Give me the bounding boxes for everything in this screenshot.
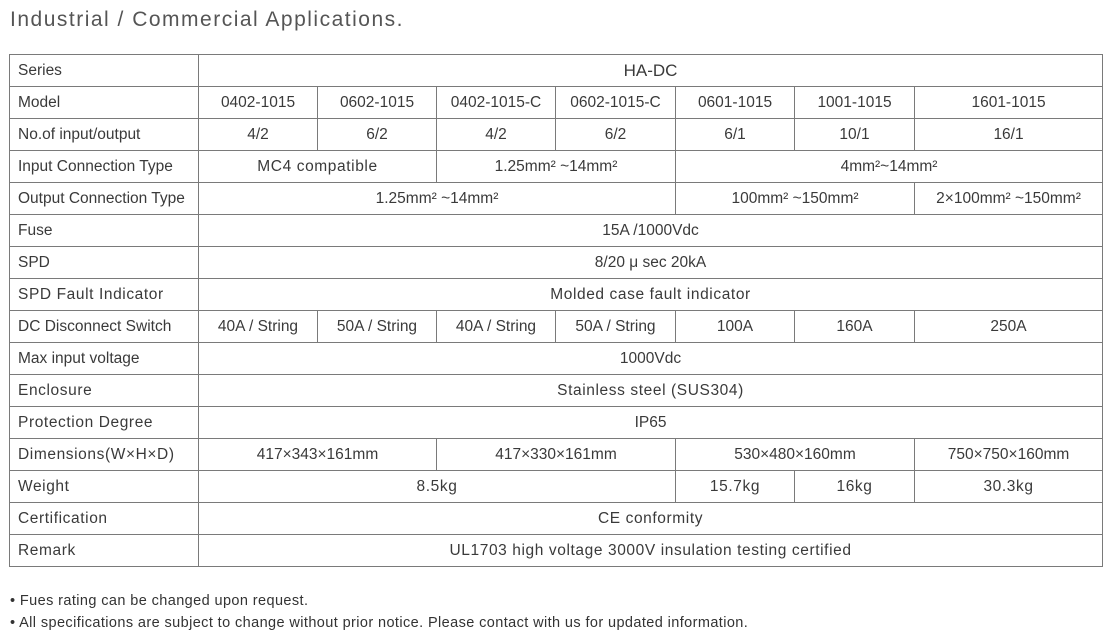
model-cell: 0402-1015 xyxy=(199,87,318,119)
row-label: Max input voltage xyxy=(10,343,199,375)
io-cell: 16/1 xyxy=(915,119,1103,151)
dc-switch-cell: 40A / String xyxy=(199,311,318,343)
io-cell: 4/2 xyxy=(199,119,318,151)
output-connection-cell: 100mm² ~150mm² xyxy=(676,183,915,215)
io-cell: 6/2 xyxy=(556,119,676,151)
page-title: Industrial / Commercial Applications. xyxy=(10,8,404,31)
series-value: HA-DC xyxy=(199,55,1103,87)
row-max-voltage xyxy=(10,343,1103,375)
dc-switch-cell: 250A xyxy=(915,311,1103,343)
dc-switch-cell: 50A / String xyxy=(556,311,676,343)
row-label: DC Disconnect Switch xyxy=(10,311,199,343)
model-cell: 0602-1015-C xyxy=(556,87,676,119)
input-connection-cell: 4mm²~14mm² xyxy=(676,151,1103,183)
specification-table xyxy=(9,54,1103,567)
remark-value: UL1703 high voltage 3000V insulation testing certified xyxy=(199,535,1103,567)
dimensions-cell: 417×330×161mm xyxy=(437,439,676,471)
row-enclosure xyxy=(10,375,1103,407)
row-label: Input Connection Type xyxy=(10,151,199,183)
dc-switch-cell: 40A / String xyxy=(437,311,556,343)
input-connection-cell: MC4 compatible xyxy=(199,151,437,183)
row-label: Output Connection Type xyxy=(10,183,199,215)
output-connection-cell: 1.25mm² ~14mm² xyxy=(199,183,676,215)
row-label: SPD xyxy=(10,247,199,279)
dc-switch-cell: 50A / String xyxy=(318,311,437,343)
row-label: Model xyxy=(10,87,199,119)
footnote: • Fues rating can be changed upon request. xyxy=(10,593,309,609)
row-spd xyxy=(10,247,1103,279)
certification-value: CE conformity xyxy=(199,503,1103,535)
weight-cell: 8.5kg xyxy=(199,471,676,503)
row-certification xyxy=(10,503,1103,535)
io-cell: 10/1 xyxy=(795,119,915,151)
row-input-connection xyxy=(10,151,1103,183)
spd-value: 8/20 μ sec 20kA xyxy=(199,247,1103,279)
row-label: Remark xyxy=(10,535,199,567)
io-cell: 6/1 xyxy=(676,119,795,151)
dimensions-cell: 417×343×161mm xyxy=(199,439,437,471)
row-model xyxy=(10,87,1103,119)
row-output-connection xyxy=(10,183,1103,215)
dimensions-cell: 530×480×160mm xyxy=(676,439,915,471)
dimensions-cell: 750×750×160mm xyxy=(915,439,1103,471)
io-cell: 6/2 xyxy=(318,119,437,151)
enclosure-value: Stainless steel (SUS304) xyxy=(199,375,1103,407)
dc-switch-cell: 160A xyxy=(795,311,915,343)
row-fuse xyxy=(10,215,1103,247)
fuse-value: 15A /1000Vdc xyxy=(199,215,1103,247)
spd-fault-value: Molded case fault indicator xyxy=(199,279,1103,311)
max-voltage-value: 1000Vdc xyxy=(199,343,1103,375)
model-cell: 0402-1015-C xyxy=(437,87,556,119)
protection-value: IP65 xyxy=(199,407,1103,439)
row-label: Weight xyxy=(10,471,199,503)
model-cell: 1001-1015 xyxy=(795,87,915,119)
dc-switch-cell: 100A xyxy=(676,311,795,343)
row-label: Certification xyxy=(10,503,199,535)
row-label: Fuse xyxy=(10,215,199,247)
weight-cell: 30.3kg xyxy=(915,471,1103,503)
row-label: No.of input/output xyxy=(10,119,199,151)
model-cell: 0602-1015 xyxy=(318,87,437,119)
row-io xyxy=(10,119,1103,151)
row-label: Enclosure xyxy=(10,375,199,407)
row-dc-switch xyxy=(10,311,1103,343)
input-connection-cell: 1.25mm² ~14mm² xyxy=(437,151,676,183)
row-weight xyxy=(10,471,1103,503)
row-label: SPD Fault Indicator xyxy=(10,279,199,311)
footnote: • All specifications are subject to change without prior notice. Please contact with us for updated information. xyxy=(10,615,749,631)
weight-cell: 16kg xyxy=(795,471,915,503)
model-cell: 1601-1015 xyxy=(915,87,1103,119)
weight-cell: 15.7kg xyxy=(676,471,795,503)
footnotes xyxy=(10,590,748,634)
row-label: Dimensions(W×H×D) xyxy=(10,439,199,471)
row-label: Protection Degree xyxy=(10,407,199,439)
row-protection xyxy=(10,407,1103,439)
row-label: Series xyxy=(10,55,199,87)
output-connection-cell: 2×100mm² ~150mm² xyxy=(915,183,1103,215)
io-cell: 4/2 xyxy=(437,119,556,151)
row-spd-fault xyxy=(10,279,1103,311)
model-cell: 0601-1015 xyxy=(676,87,795,119)
row-series xyxy=(10,55,1103,87)
row-dimensions xyxy=(10,439,1103,471)
row-remark xyxy=(10,535,1103,567)
